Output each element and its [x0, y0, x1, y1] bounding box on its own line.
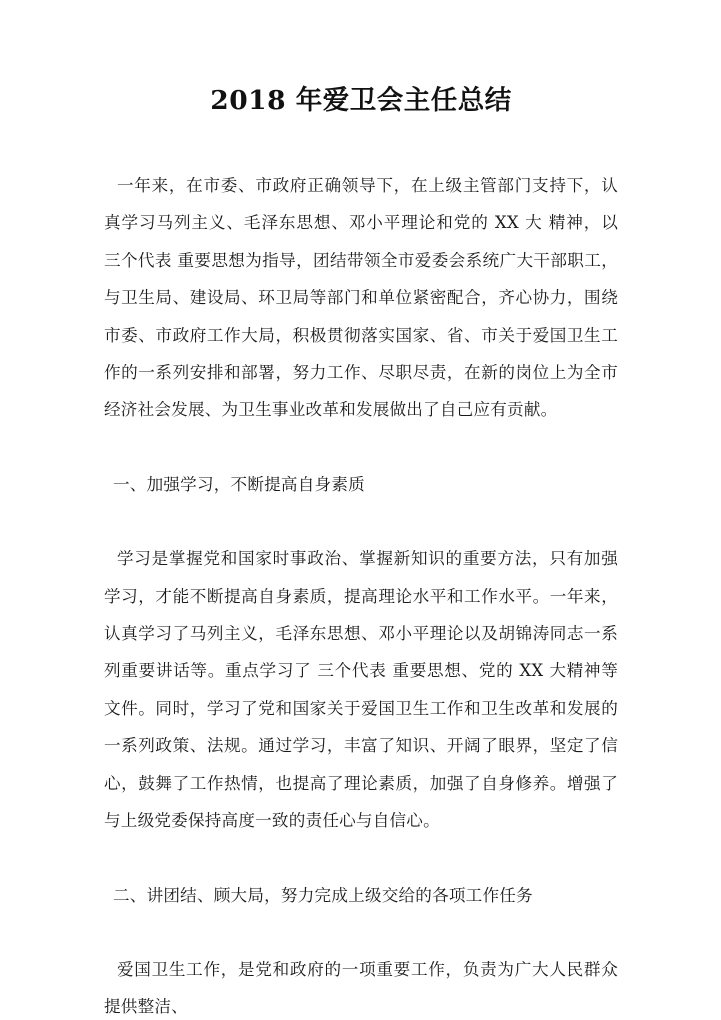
document-body: [104, 0, 618, 1020]
heading-2-spacer-before: [104, 840, 618, 877]
heading-2-spacer-after: [104, 914, 618, 951]
title-spacer: [104, 118, 618, 167]
page-title: 2018 年爱卫会主任总结: [210, 85, 512, 116]
heading-1-spacer-before: [104, 429, 618, 466]
section-2-paragraph: 爱国卫生工作，是党和政府的一项重要工作，负责为广大人民群众提供整洁、: [104, 959, 618, 1017]
intro-paragraph: 一年来，在市委、市政府正确领导下，在上级主管部门支持下，认真学习马列主义、毛泽东思想、邓小平理论和党的 XX 大 精神，以 三个代表 重要思想为指导，团结带领全市爱委会系统广大干部职工，与卫生局、建设局、环卫局等部门和单位紧密配合，齐心协力，围绕市委、市政府工作大局，积极贯彻落实国家、省、市关于爱国卫生工作的一系列安排和部署，努力工作、尽职尽责，在新的岗位上为全市经济社会发展、为卫生事业改革和发展做出了自己应有贡献。: [104, 176, 618, 420]
section-heading-2: 二、讲团结、顾大局，努力完成上级交给的各项工作任务: [113, 885, 533, 905]
section-heading-1: 一、加强学习，不断提高自身素质: [113, 474, 365, 494]
heading-1-spacer-after: [104, 503, 618, 540]
section-1-paragraph: 学习是掌握党和国家时事政治、掌握新知识的重要方法，只有加强学习，才能不断提高自身素质，提高理论水平和工作水平。一年来，认真学习了马列主义，毛泽东思想、邓小平理论以及胡锦涛同志一系列重要讲话等。重点学习了 三个代表 重要思想、党的 XX 大精神等文件。同时，学习了党和国家关于爱国卫生工作和卫生改革和发展的一系列政策、法规。通过学习，丰富了知识、开阔了眼界，坚定了信心，鼓舞了工作热情，也提高了理论素质，加强了自身修养。增强了与上级党委保持高度一致的责任心与自信心。: [104, 549, 618, 831]
